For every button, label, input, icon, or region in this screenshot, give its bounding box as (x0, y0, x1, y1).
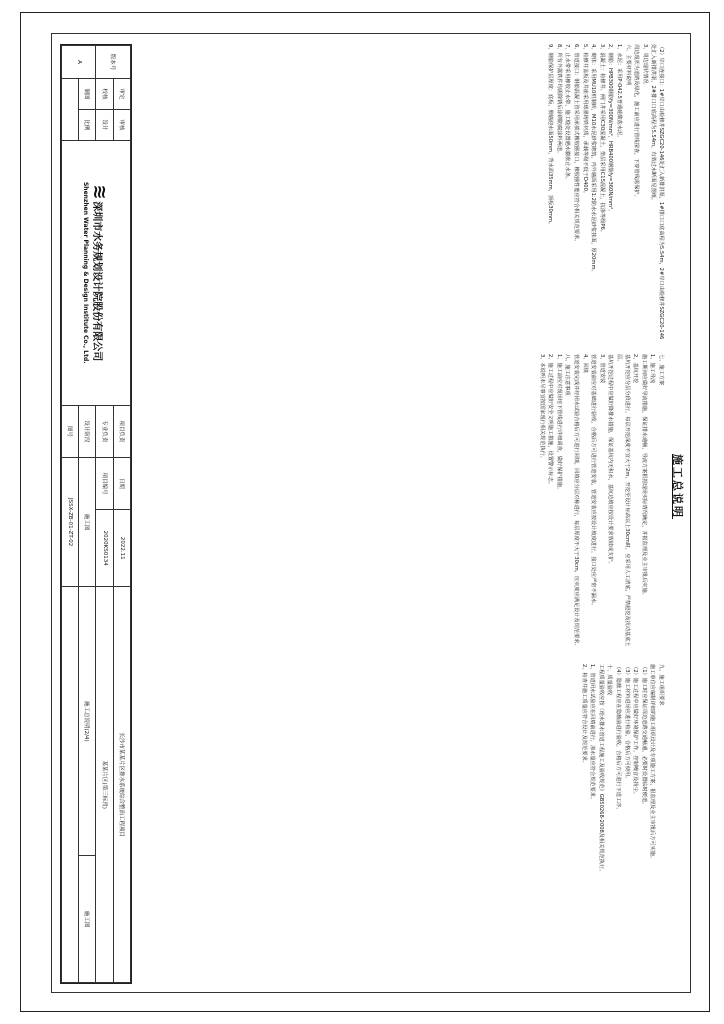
blank-cell (62, 587, 79, 983)
review-label: 校核 (96, 79, 113, 110)
paragraph: 5、检修井盖板及井座采用球墨铸铁材质，承载等级不低于D400。 (581, 44, 588, 197)
paragraph: 十、质量验收 (606, 664, 613, 696)
paragraph: 基坑开挖过程中应做好降排水措施，保证基坑内无积水，基坑边坡应按设计要求放坡或支护。 (607, 354, 614, 567)
paragraph: 八、施工注意事项 (564, 354, 571, 396)
project-name: 长沙市某某片区排水系统综合整治工程项目 (113, 587, 130, 983)
paragraph: 3、混凝土：检修井、闸门井采用C30混凝土，垫层采用C15混凝土，抗渗等级P6。 (598, 44, 605, 235)
paragraph: 1、施工前应对现场地下管线进行详细调查，做好保护措施。 (555, 354, 562, 493)
text-column-2 (536, 354, 664, 654)
paragraph: 2、钢筋：HPB300钢筋fy=300N/mm²，HRB400钢筋fy=360N/mm²。 (607, 44, 614, 215)
discipline-lead-label: 专业负责 (96, 405, 113, 457)
paragraph: 1、管道闭水试验应在回填前进行，渗水量应符合规范要求。 (589, 664, 596, 803)
paragraph: 1、水泥：采用P·O42.5普通硅酸盐水泥。 (616, 44, 623, 141)
company-logo-icon: ≋ (89, 184, 110, 200)
phase-value: 施工图 (79, 457, 96, 586)
paragraph: 8、所有外露铁件均需除锈后涂刷防腐涂料两道。 (555, 44, 562, 157)
paragraph: 6、管道接口：钢筋混凝土管采用承插式橡胶圈接口，橡胶圈性能应符合相关规范要求。 (573, 44, 580, 245)
drawing-no-value: JSSX-ZB-01-ZT-02 (62, 457, 79, 586)
paragraph: 周边现状为道路及绿化，施工前应进行管线探查，下穿管线需保护。 (633, 44, 640, 200)
paragraph: （4）隐蔽工程应在隐蔽前进行验收，合格后方可进行下道工序。 (615, 664, 622, 813)
paragraph: 7、止水带采用橡胶止水带，施工缝处设置遇水膨胀止水条。 (564, 44, 571, 183)
paragraph: 4、回填 (581, 354, 588, 373)
drawing-no-label: 图号 (62, 405, 79, 457)
company-cell (62, 140, 131, 405)
approve-label: 审定 (113, 79, 130, 110)
paragraph: 3、管道安装 (598, 354, 605, 384)
paragraph: 2、检查井施工质量应符合设计及规范要求。 (580, 664, 587, 766)
paragraph: （2）岸口连接口：1#岸口由检修井SZGC20-146处汇入新排洪渠，1#排口口底高程为5.54m，2#岸口由检修井SZGC20-146处汇入新排洪渠，2#排口口底高程为5.54m，有效过水断面见图纸。 (650, 44, 664, 340)
paragraph: 2、基坑开挖 (632, 354, 639, 384)
paragraph: （1）施工时应保证周边道路交通畅通，必要时设置临时便道。 (640, 664, 647, 808)
paragraph: 3、周边现状情况 (641, 44, 648, 84)
paragraph: （3）施工材料进场应进行检验，合格后方可使用。 (623, 664, 630, 782)
paragraph: 施工单位应编制详细的施工组织设计及专项施工方案，报监理及业主审批后方可实施。 (649, 664, 656, 862)
rotated-content (52, 34, 692, 994)
paragraph: 9、钢筋保护层厚度：底板、侧墙迎水面50mm，背水面35mm，顶板30mm。 (547, 44, 554, 228)
version-label: 版本号 (96, 46, 131, 79)
drawing-name: 施工总说明(2/4) (79, 587, 96, 856)
stage-label: 施工图 (79, 856, 96, 983)
sub-project: 某某片区(第三标段) (96, 587, 113, 983)
drawing-frame (51, 33, 691, 993)
paragraph: 管道安装前应对基础进行验收，合格后方可进行管道安装，管道安装应按设计坡度进行，接口处应严密不漏水。 (590, 354, 597, 609)
page-title: 施工总说明 (671, 454, 684, 519)
text-column-1 (545, 44, 664, 344)
title-block (60, 44, 132, 984)
paragraph: 施工期间应做好导流措施，保证排水通畅，导流方案根据现场实际情况确定，并报监理及业主审批后实施。 (640, 354, 647, 598)
project-no-value: 2020KS0134 (96, 510, 113, 587)
scale-label: 比例 (79, 109, 96, 140)
project-lead-label: 项目负责 (113, 405, 130, 457)
paragraph: 基坑开挖应分层分段进行，每层开挖深度不宜大于2m，开挖至设计标高以上30cm时，应采用人工清底，严禁超挖及扰动基底土层。 (616, 354, 630, 647)
paragraph: 六、主要材料说明 (624, 44, 631, 86)
paragraph: 工程质量验收应按《给水排水管道工程施工及验收规范》GB50268-2008及相关规范执行。 (597, 664, 604, 875)
paragraph: 2、施工过程中应做好安全文明施工措施，设置警示标志。 (547, 354, 554, 487)
draw-label: 制图 (79, 79, 96, 110)
text-column-3 (578, 664, 664, 984)
paragraph: 3、本说明未尽事宜按国家现行相关规范执行。 (538, 354, 545, 462)
paragraph: 九、施工组织要求 (658, 664, 664, 706)
company-name-en: Shenzhen Water Planning & Design Institute Co., Ltd. (82, 181, 89, 364)
paragraph: 管道安装完成并经闭水试验合格后方可进行回填，回填应分层对称进行，每层厚度不大于30cm，压实度应满足设计及规范要求。 (573, 354, 580, 649)
date-label: 日期 (113, 457, 130, 509)
signature-area (62, 79, 79, 141)
design-label: 设计 (96, 109, 113, 140)
check-label: 审核 (113, 109, 130, 140)
date-value: 2022.11 (113, 510, 130, 587)
phase-label: 设计阶段 (79, 405, 96, 457)
paragraph: 1、施工导流 (649, 354, 656, 384)
drawing-sheet (20, 12, 710, 1012)
company-name: 深圳市水务规划设计院股份有限公司 (91, 201, 102, 362)
paragraph: （2）施工过程中应做好环境保护工作，控制噪音及扬尘。 (632, 664, 639, 797)
version-value: A (62, 46, 97, 79)
paragraph: 七、施工方案 (658, 354, 664, 386)
project-no-label: 项目编号 (96, 457, 113, 509)
paragraph: 4、砌体：采用MU10机制砖，M10水泥砂浆砌筑，内外墙面采用1:2防水水泥砂浆抹面，厚20mm。 (590, 44, 597, 275)
